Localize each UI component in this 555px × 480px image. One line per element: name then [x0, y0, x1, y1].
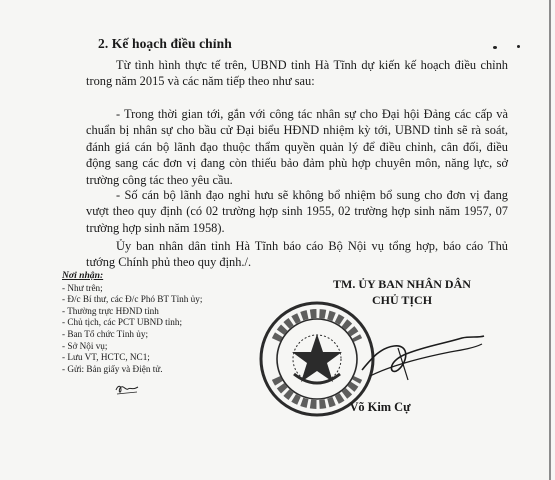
- initials-mark: [114, 381, 140, 397]
- scan-speck: [493, 46, 497, 49]
- paragraph-plan-1: - Trong thời gian tới, gắn với công tác nhân sự cho Đại hội Đảng các cấp và chuẩn bị nhân sự cho bầu cử Đại biểu HĐND nhiệm kỳ tới, UBND tỉnh sẽ rà soát, đánh giá cán bộ lãnh đạo thuộc thẩm quyền quản lý để điều chỉnh, cân đối, điều động sang các đơn vị đang còn thiếu bảo đảm phù hợp chuyên môn, năng lực, sở trường công tác theo yêu cầu.: [86, 107, 508, 187]
- recipient-item: - Gửi: Bản giấy và Điện tử.: [62, 363, 163, 374]
- handwritten-signature: [350, 318, 490, 398]
- recipient-item: - Như trên;: [62, 282, 103, 293]
- paragraph-conclusion: Ủy ban nhân dân tỉnh Hà Tĩnh báo cáo Bộ Nội vụ tổng hợp, báo cáo Thủ tướng Chính phủ theo quy định./.: [86, 239, 508, 270]
- paragraph-intro: Từ tình hình thực tế trên, UBND tỉnh Hà Tĩnh dự kiến kế hoạch điều chỉnh trong năm 2015 và các năm tiếp theo như sau:: [86, 58, 508, 89]
- recipient-item: - Đ/c Bí thư, các Đ/c Phó BT Tỉnh ủy;: [62, 294, 203, 305]
- paragraph-plan-2: - Số cán bộ lãnh đạo nghỉ hưu sẽ không bổ nhiệm bổ sung cho đơn vị đang vượt theo quy định (có 02 trường hợp sinh 1955, 02 trường hợp sinh năm 1957, 07 trường hợp sinh năm 1958).: [86, 188, 508, 235]
- recipient-item: - Chủ tịch, các PCT UBND tỉnh;: [62, 317, 183, 328]
- page-edge: [549, 0, 551, 480]
- recipient-item: - Ban Tổ chức Tỉnh ủy;: [62, 328, 149, 339]
- signer-name: Võ Kim Cự: [349, 400, 411, 414]
- scan-speck: [517, 45, 520, 48]
- recipient-item: - Sở Nội vụ;: [62, 340, 108, 351]
- recipients-block: [62, 270, 262, 375]
- signature-org: TM. ỦY BAN NHÂN DÂN: [333, 277, 471, 291]
- section-heading: 2. Kế hoạch điều chỉnh: [98, 36, 232, 51]
- signature-position: CHỦ TỊCH: [371, 293, 433, 307]
- recipient-item: - Lưu VT, HCTC, NC1;: [62, 352, 150, 363]
- recipients-title: Nơi nhận:: [62, 270, 104, 281]
- recipient-item: - Thường trực HĐND tỉnh: [62, 305, 159, 316]
